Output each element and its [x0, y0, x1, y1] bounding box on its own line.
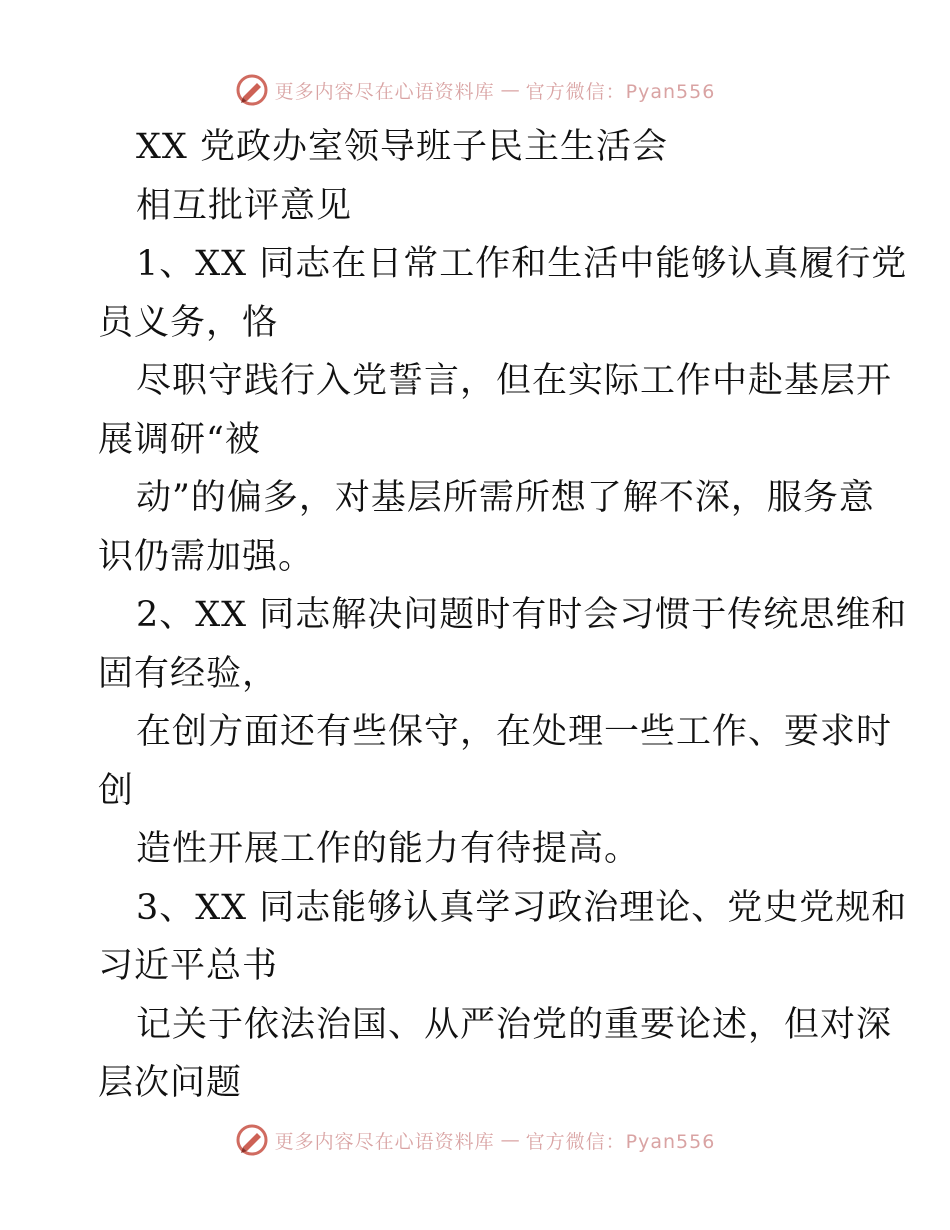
- watermark-text: 更多内容尽在心语资料库: [274, 1130, 495, 1153]
- document-subtitle-line: 相互批评意见: [136, 185, 353, 226]
- text-line: 员义务，恪: [98, 302, 279, 343]
- watermark-separator: —: [500, 79, 520, 101]
- watermark-separator: —: [500, 1129, 520, 1151]
- text-line: 造性开展工作的能力有待提高。: [136, 829, 641, 869]
- pen-logo-icon: [235, 1123, 269, 1157]
- text-line: 固有经验，: [98, 653, 279, 694]
- text-line: 在创方面还有些保守，在处理一些工作、要求时: [136, 712, 893, 752]
- text-line: 动”的偏多，对基层所需所想了解不深，服务意: [136, 478, 875, 518]
- text-line: 2、XX 同志解决问题时有时会习惯于传统思维和: [136, 595, 908, 635]
- text-line: 展调研“被: [98, 419, 261, 460]
- watermark-contact: 官方微信：Pyan556: [525, 1130, 716, 1153]
- text-line: 记关于依法治国、从严治党的重要论述，但对深: [136, 1004, 893, 1045]
- text-line: 1、XX 同志在日常工作和生活中能够认真履行党: [136, 244, 908, 284]
- watermark-text: 更多内容尽在心语资料库: [274, 80, 495, 103]
- footer-watermark: [0, 1120, 950, 1160]
- document-title-line: XX 党政办室领导班子民主生活会: [136, 127, 668, 167]
- document-body: [98, 118, 908, 1113]
- pen-logo-icon: [235, 73, 269, 107]
- watermark-contact: 官方微信：Pyan556: [525, 80, 716, 103]
- text-line: 习近平总书: [98, 946, 279, 986]
- text-line: 创: [98, 770, 135, 811]
- text-line: 层次问题: [98, 1063, 243, 1103]
- text-line: 尽职守践行入党誓言，但在实际工作中赴基层开: [136, 361, 893, 401]
- header-watermark: [0, 70, 950, 110]
- text-line: 识仍需加强。: [98, 536, 315, 577]
- text-line: 3、XX 同志能够认真学习政治理论、党史党规和: [136, 887, 908, 928]
